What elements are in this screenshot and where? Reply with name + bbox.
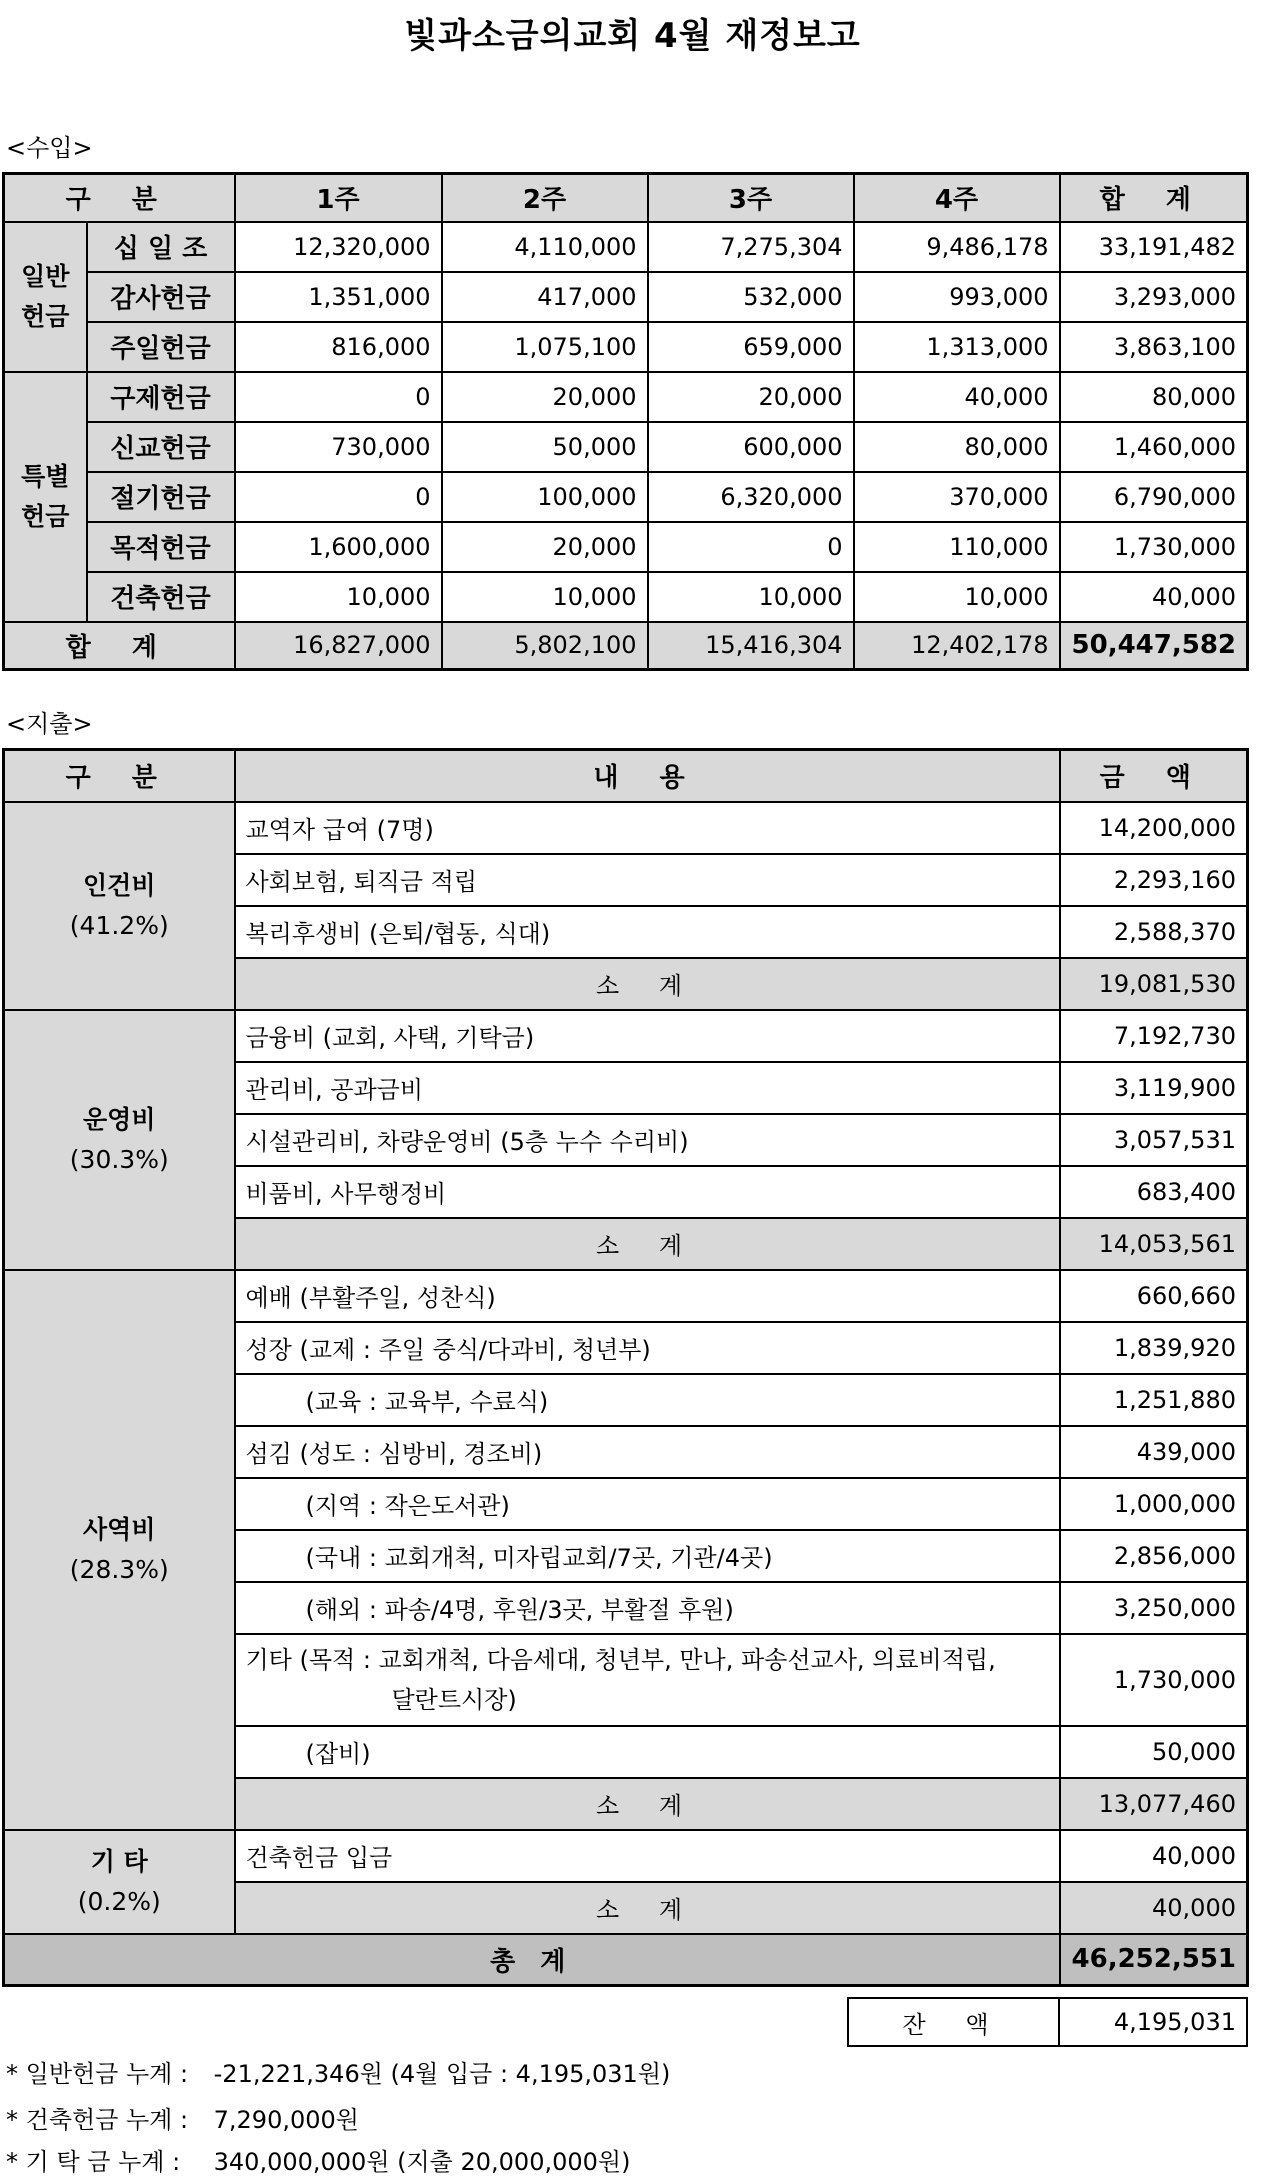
note-general-offering [6, 2054, 670, 2089]
income-group-special: 특별 헌금 [4, 372, 87, 622]
income-cell-total: 80,000 [1060, 372, 1248, 422]
income-header-week2: 2주 [442, 174, 648, 222]
income-row [4, 522, 1248, 572]
income-cell-total: 3,863,100 [1060, 322, 1248, 372]
expense-group-name: 인건비 [83, 870, 156, 900]
income-cell: 0 [235, 472, 442, 522]
income-cell: 40,000 [854, 372, 1060, 422]
income-cell: 20,000 [648, 372, 854, 422]
expense-item-amount: 1,000,000 [1060, 1478, 1248, 1530]
income-cell: 9,486,178 [854, 222, 1060, 272]
income-cell: 100,000 [442, 472, 648, 522]
expense-item-amount: 2,856,000 [1060, 1530, 1248, 1582]
income-cell: 6,320,000 [648, 472, 854, 522]
income-cell: 20,000 [442, 522, 648, 572]
income-total-cell: 15,416,304 [648, 622, 854, 670]
income-row-label: 감사헌금 [87, 272, 235, 322]
income-cell: 10,000 [854, 572, 1060, 622]
income-total-row [4, 622, 1248, 670]
expense-group-pct: (0.2%) [77, 1886, 161, 1916]
expense-header-category: 구 분 [4, 750, 235, 802]
balance-label: 잔 액 [848, 1998, 1059, 2046]
expense-item-desc: 사회보험, 퇴직금 적립 [235, 854, 1060, 906]
expense-item-desc: 섬김 (성도 : 심방비, 경조비) [235, 1426, 1060, 1478]
expense-header-row [4, 750, 1248, 802]
income-cell: 10,000 [648, 572, 854, 622]
income-cell: 110,000 [854, 522, 1060, 572]
expense-item-row [4, 1270, 1248, 1322]
income-row-label: 목적헌금 [87, 522, 235, 572]
note-value: 340,000,000원 (지출 20,000,000원) [213, 2148, 631, 2176]
income-total-cell: 5,802,100 [442, 622, 648, 670]
balance-amount: 4,195,031 [1059, 1998, 1247, 2046]
note-value: 7,290,000원 [213, 2106, 359, 2134]
income-cell: 80,000 [854, 422, 1060, 472]
income-header-week3: 3주 [648, 174, 854, 222]
expense-item-desc: 성장 (교제 : 주일 중식/다과비, 청년부) [235, 1322, 1060, 1374]
income-cell: 10,000 [235, 572, 442, 622]
income-row-label: 건축헌금 [87, 572, 235, 622]
income-cell-total: 33,191,482 [1060, 222, 1248, 272]
income-cell: 1,351,000 [235, 272, 442, 322]
income-cell: 600,000 [648, 422, 854, 472]
income-cell: 12,320,000 [235, 222, 442, 272]
expense-subtotal-label: 소 계 [235, 1778, 1060, 1830]
expense-item-desc-multiline [235, 1634, 1060, 1726]
expense-grand-total-amount: 46,252,551 [1060, 1934, 1248, 1986]
expense-group-pct: (41.2%) [69, 910, 169, 940]
expense-group-other [4, 1830, 235, 1934]
expense-subtotal-amount: 40,000 [1060, 1882, 1248, 1934]
expense-grand-total-row [4, 1934, 1248, 1986]
income-row-label: 신교헌금 [87, 422, 235, 472]
expense-item-desc: 기타 (목적 : 교회개척, 다음세대, 청년부, 만나, 파송선교사, 의료비적립, [245, 1645, 996, 1674]
income-row [4, 322, 1248, 372]
expense-item-amount: 3,057,531 [1060, 1114, 1248, 1166]
expense-item-desc: 교역자 급여 (7명) [235, 802, 1060, 854]
income-header-week1: 1주 [235, 174, 442, 222]
expense-item-desc: (국내 : 교회개척, 미자립교회/7곳, 기관/4곳) [235, 1530, 1060, 1582]
income-cell: 4,110,000 [442, 222, 648, 272]
income-total-cell: 16,827,000 [235, 622, 442, 670]
income-cell-total: 3,293,000 [1060, 272, 1248, 322]
income-cell: 1,075,100 [442, 322, 648, 372]
expense-group-name: 기 타 [90, 1846, 148, 1876]
income-cell: 370,000 [854, 472, 1060, 522]
income-cell: 50,000 [442, 422, 648, 472]
expense-item-desc: (교육 : 교육부, 수료식) [235, 1374, 1060, 1426]
expense-group-name: 사역비 [83, 1514, 156, 1544]
expense-group-name: 운영비 [83, 1104, 156, 1134]
expense-item-desc: 금융비 (교회, 사택, 기탁금) [235, 1010, 1060, 1062]
income-header-category: 구 분 [4, 174, 235, 222]
income-total-cell: 12,402,178 [854, 622, 1060, 670]
expense-item-desc: 예배 (부활주일, 성찬식) [235, 1270, 1060, 1322]
income-cell: 659,000 [648, 322, 854, 372]
expense-group-pct: (30.3%) [69, 1144, 169, 1174]
income-header-week4: 4주 [854, 174, 1060, 222]
income-cell: 0 [235, 372, 442, 422]
balance-row [848, 1998, 1247, 2046]
expense-item-amount: 660,660 [1060, 1270, 1248, 1322]
income-row-label: 절기헌금 [87, 472, 235, 522]
income-group-general: 일반 헌금 [4, 222, 87, 372]
expense-item-desc: 복리후생비 (은퇴/협동, 식대) [235, 906, 1060, 958]
expense-item-desc-cont: 달란트시장) [391, 1685, 517, 1714]
expense-subtotal-amount: 14,053,561 [1060, 1218, 1248, 1270]
income-header-total: 합 계 [1060, 174, 1248, 222]
income-row-label: 구제헌금 [87, 372, 235, 422]
note-building-offering [6, 2100, 359, 2135]
expense-section-label: <지출> [6, 710, 93, 738]
income-row [4, 422, 1248, 472]
expense-item-desc: (지역 : 작은도서관) [235, 1478, 1060, 1530]
expense-item-amount: 2,588,370 [1060, 906, 1248, 958]
expense-group-ministry [4, 1270, 235, 1830]
expense-subtotal-label: 소 계 [235, 958, 1060, 1010]
expense-subtotal-amount: 19,081,530 [1060, 958, 1248, 1010]
note-label: * 기 탁 금 누계 : [6, 2148, 181, 2176]
income-cell: 1,313,000 [854, 322, 1060, 372]
expense-item-amount: 439,000 [1060, 1426, 1248, 1478]
income-cell-total: 1,730,000 [1060, 522, 1248, 572]
expense-item-desc: 관리비, 공과금비 [235, 1062, 1060, 1114]
expense-item-row [4, 802, 1248, 854]
income-cell: 20,000 [442, 372, 648, 422]
expense-item-desc: (잡비) [235, 1726, 1060, 1778]
expense-group-operations [4, 1010, 235, 1270]
expense-group-personnel [4, 802, 235, 1010]
income-cell-total: 40,000 [1060, 572, 1248, 622]
income-cell: 0 [648, 522, 854, 572]
income-row [4, 272, 1248, 322]
balance-table [847, 1997, 1248, 2047]
expense-grand-total-label: 총 계 [4, 1934, 1060, 1986]
income-row [4, 222, 1248, 272]
expense-item-row [4, 1010, 1248, 1062]
expense-item-amount: 14,200,000 [1060, 802, 1248, 854]
income-total-label: 합 계 [4, 622, 235, 670]
page-title: 빛과소금의교회 4월 재정보고 [404, 16, 861, 56]
income-section-label: <수입> [6, 134, 93, 162]
income-table [2, 172, 1249, 671]
expense-item-amount: 50,000 [1060, 1726, 1248, 1778]
income-cell: 532,000 [648, 272, 854, 322]
expense-item-amount: 1,730,000 [1060, 1634, 1248, 1726]
expense-item-amount: 683,400 [1060, 1166, 1248, 1218]
expense-subtotal-amount: 13,077,460 [1060, 1778, 1248, 1830]
expense-group-pct: (28.3%) [69, 1554, 169, 1584]
expense-item-desc: 비품비, 사무행정비 [235, 1166, 1060, 1218]
expense-item-desc: (해외 : 파송/4명, 후원/3곳, 부활절 후원) [235, 1582, 1060, 1634]
expense-subtotal-label: 소 계 [235, 1218, 1060, 1270]
expense-item-desc: 건축헌금 입금 [235, 1830, 1060, 1882]
income-cell: 1,600,000 [235, 522, 442, 572]
income-cell-total: 1,460,000 [1060, 422, 1248, 472]
income-grand-total: 50,447,582 [1060, 622, 1248, 670]
note-label: * 일반헌금 누계 : [6, 2060, 189, 2088]
income-row [4, 372, 1248, 422]
income-row-label: 십 일 조 [87, 222, 235, 272]
expense-item-amount: 3,250,000 [1060, 1582, 1248, 1634]
income-cell: 7,275,304 [648, 222, 854, 272]
note-deposit [6, 2142, 630, 2177]
expense-item-amount: 40,000 [1060, 1830, 1248, 1882]
expense-header-content: 내 용 [235, 750, 1060, 802]
expense-item-row [4, 1830, 1248, 1882]
income-row [4, 572, 1248, 622]
note-label: * 건축헌금 누계 : [6, 2106, 189, 2134]
expense-item-desc: 시설관리비, 차량운영비 (5층 누수 수리비) [235, 1114, 1060, 1166]
expense-table [2, 748, 1249, 1987]
expense-item-amount: 1,839,920 [1060, 1322, 1248, 1374]
income-row [4, 472, 1248, 522]
income-cell-total: 6,790,000 [1060, 472, 1248, 522]
income-cell: 730,000 [235, 422, 442, 472]
income-cell: 816,000 [235, 322, 442, 372]
income-cell: 10,000 [442, 572, 648, 622]
income-row-label: 주일헌금 [87, 322, 235, 372]
income-cell: 417,000 [442, 272, 648, 322]
note-value: -21,221,346원 (4월 입금 : 4,195,031원) [213, 2060, 671, 2088]
income-header-row [4, 174, 1248, 222]
expense-header-amount: 금 액 [1060, 750, 1248, 802]
expense-item-amount: 3,119,900 [1060, 1062, 1248, 1114]
expense-item-amount: 2,293,160 [1060, 854, 1248, 906]
expense-item-amount: 7,192,730 [1060, 1010, 1248, 1062]
expense-subtotal-label: 소 계 [235, 1882, 1060, 1934]
income-cell: 993,000 [854, 272, 1060, 322]
expense-item-amount: 1,251,880 [1060, 1374, 1248, 1426]
